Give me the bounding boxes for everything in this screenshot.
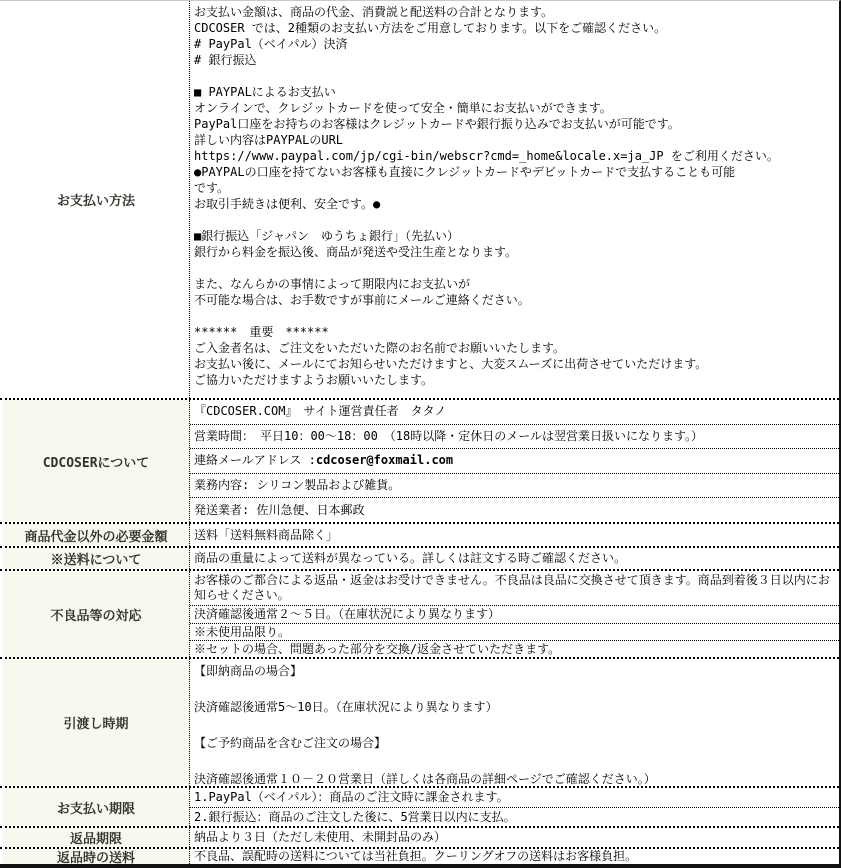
shipping-note-text: 商品の重量によって送料が異なっている。詳しくは註文する時ご確認ください。 bbox=[194, 551, 627, 565]
contact-email-label: 連絡メールアドレス : bbox=[194, 453, 316, 468]
text-line: お取引手続きは便利、安全です。● bbox=[194, 197, 381, 211]
text-line: お支払い後に、メールにてお知らせいただけますと、大変スムーズに出荷させていただけます。 bbox=[194, 357, 708, 371]
text-line bbox=[194, 68, 839, 84]
row-header-payment-method: お支払い方法 bbox=[0, 1, 190, 398]
contact-email-address: cdcoser@foxmail.com bbox=[315, 453, 454, 468]
shipper-row: 発送業者: 佐川急便、日本郵政 bbox=[190, 497, 839, 522]
row-header-payment-deadline: お支払い期限 bbox=[0, 788, 190, 826]
text-line: ■ PAYPALによるお支払い bbox=[194, 85, 336, 99]
return-shipping-text: 不良品、誤配時の送料については当社負担。クーリングオフの送料はお客様負担。 bbox=[194, 849, 638, 863]
business-hours-row: 営業時間： 平日10：00～18：00 （18時以降・定休日のメールは翌営業日扱いになります。） bbox=[190, 424, 839, 449]
text-line: CDCOSER では、2種類のお支払い方法をご用意しております。以下をご確認ください。 bbox=[194, 21, 667, 35]
delivery-time-text bbox=[190, 659, 839, 786]
payment-method-text bbox=[190, 1, 839, 398]
text-line bbox=[194, 260, 839, 276]
defective-rows bbox=[190, 571, 839, 657]
text-line bbox=[194, 716, 839, 734]
row-header-defective: 不良品等の対応 bbox=[0, 571, 190, 657]
defective-unused-row: ※未使用品限り。 bbox=[190, 623, 839, 640]
text-line: オンラインで、クレジットカードを使って安全・簡単にお支払いができます。 bbox=[194, 101, 612, 115]
text-line: 銀行から料金を振込後、商品が発送や受注生産となります。 bbox=[194, 245, 518, 259]
paypal-deadline-row: 1.PayPal（ベイパル）：商品のご注文時に課金されます。 bbox=[194, 790, 509, 804]
defective-policy-row: お客様のご都合による返品・返金はお受けできません。不良品は良品に交換させて頂きます。商品到着後３日以内にお知らせください。 bbox=[194, 573, 830, 602]
row-header-return-deadline: 返品期限 bbox=[0, 828, 190, 847]
text-line: です。 bbox=[194, 181, 230, 195]
text-line: 決済確認後通常１０－２０営業日（詳しくは各商品の詳細ページでご確認ください。） bbox=[194, 772, 656, 786]
section-payment-method bbox=[0, 1, 839, 398]
text-line: PayPal口座をお持ちのお客様はクレジットカードや銀行振り込みでお支払いが可能です。 bbox=[194, 117, 680, 131]
text-line: # 銀行振込 bbox=[194, 53, 257, 67]
row-header-about: CDCOSERについて bbox=[0, 400, 190, 522]
text-line bbox=[194, 680, 839, 698]
text-line: # PayPal（ベイパル）決済 bbox=[194, 37, 348, 51]
business-content-row: 業務内容: シリコン製品および雑貨。 bbox=[190, 473, 839, 498]
extra-fees-text: 送料「送料無料商品除く」 bbox=[194, 527, 339, 542]
section-payment-deadline bbox=[0, 786, 839, 826]
defective-timing-row: 決済確認後通常２～５日。（在庫状況により異なります） bbox=[190, 605, 839, 623]
text-line: ご入金者名は、ご注文をいただいた際のお名前でお願いいたします。 bbox=[194, 341, 566, 355]
bank-deadline-row: 2.銀行振込：商品のご注文した後に、5営業日以内に支払。 bbox=[190, 807, 839, 826]
text-line: ■銀行振込「ジャパン ゆうちょ銀行」（先払い） bbox=[194, 229, 459, 243]
text-line bbox=[194, 308, 839, 324]
text-line: また、なんらかの事情によって期限内にお支払いが bbox=[194, 277, 471, 291]
text-line: ご協力いただけますようお願いいたします。 bbox=[194, 373, 434, 387]
section-defective bbox=[0, 569, 839, 657]
row-header-return-shipping: 返品時の送料 bbox=[0, 849, 190, 864]
text-line: 決済確認後通常5～10日。（在庫状況により異なります） bbox=[194, 700, 498, 714]
text-line: お支払い金額は、商品の代金、消費説と配送料の合計となります。 bbox=[194, 5, 554, 19]
section-return-deadline bbox=[0, 826, 839, 847]
text-line: 詳しい内容はPAYPALのURL bbox=[194, 133, 344, 147]
section-extra-fees bbox=[0, 522, 839, 546]
site-operator-row: 『CDCOSER.COM』 サイト運営責任者 タタノ bbox=[194, 404, 447, 419]
section-about bbox=[0, 398, 839, 522]
row-header-extra-fees: 商品代金以外の必要金額 bbox=[0, 524, 190, 546]
paypal-url-text: https://www.paypal.com/jp/cgi-bin/webscr?cmd=_home&locale.x=ja_JP をご利用ください。 bbox=[194, 149, 779, 163]
text-line bbox=[194, 212, 839, 228]
text-line: 【ご予約商品を含むご注文の場合】 bbox=[194, 736, 387, 750]
section-shipping-note bbox=[0, 546, 839, 569]
text-line: 【即納商品の場合】 bbox=[194, 664, 303, 678]
about-rows bbox=[190, 400, 839, 522]
section-return-shipping bbox=[0, 847, 839, 864]
defective-set-row: ※セットの場合、問題あった部分を交換/返金させていただきます。 bbox=[190, 640, 839, 657]
return-deadline-text: 納品より３日（ただし未使用、未開封品のみ） bbox=[194, 830, 447, 844]
contact-email-row bbox=[190, 448, 839, 473]
section-delivery-time bbox=[0, 657, 839, 786]
row-header-delivery-time: 引渡し時期 bbox=[0, 659, 190, 786]
row-header-shipping-note: ※送料について bbox=[0, 548, 190, 569]
text-line: ●PAYPALの口座を持てないお客様も直接にクレジットカードやデビットカードで支払することも可能 bbox=[194, 165, 736, 179]
payment-deadline-rows bbox=[190, 788, 839, 826]
text-line bbox=[194, 752, 839, 770]
text-line: 不可能な場合は、お手数ですが事前にメールご連絡ください。 bbox=[194, 293, 530, 307]
text-line: ****** 重要 ****** bbox=[194, 325, 329, 339]
